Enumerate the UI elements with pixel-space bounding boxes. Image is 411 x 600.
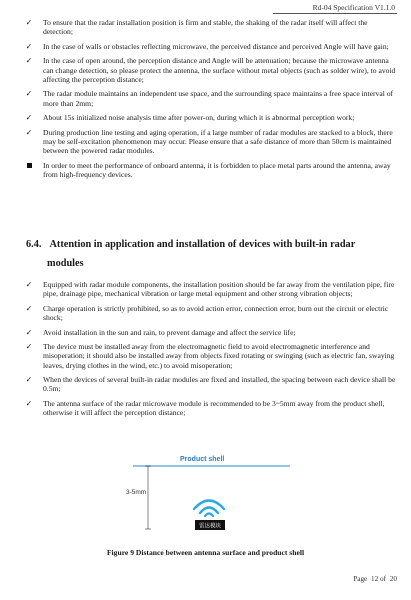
- checkmark-icon: ✓: [25, 89, 33, 99]
- antenna-distance-figure: [118, 452, 293, 534]
- checkmark-icon: ✓: [25, 127, 33, 137]
- list-item-text: Charge operation is strictly prohibited, so as to avoid action error, connection error, burn out the circuit or electric shock;: [43, 303, 389, 323]
- list-item-text: The device must be installed away from the electromagnetic field to avoid electromagnetic interference and misoperation; it should also be installed away from objects fixed rotating or swinging (such as electric fan, swaying leaves, drying clothes in the wind, etc.) to avoid misoperation;: [43, 342, 395, 370]
- checkmark-icon: ✓: [25, 303, 33, 313]
- list-item: [20, 342, 398, 370]
- list-item: [20, 18, 398, 37]
- checkmark-icon: ✓: [25, 342, 33, 352]
- list-item: [20, 375, 398, 394]
- installation-list: [20, 280, 398, 423]
- wave-middle: [200, 508, 218, 514]
- checkmark-icon: ✓: [25, 280, 33, 289]
- list-item-text: In the case of walls or obstacles reflecting microwave, the perceived distance and perceived Angle will have gain;: [43, 41, 389, 51]
- list-item-text: To ensure that the radar installation position is firm and stable, the shaking of the radar itself will affect the detection;: [43, 18, 368, 37]
- page-total: 20: [389, 575, 397, 583]
- section-title: Attention in application and installation of devices with built-in radar: [49, 239, 356, 250]
- list-item-text: When the devices of several built-in radar modules are fixed and installed, the spacing between each device shall be 0.5m;: [43, 375, 396, 394]
- list-item: [20, 161, 398, 180]
- checkmark-icon: ✓: [25, 41, 33, 51]
- list-item: [20, 399, 398, 418]
- list-item-text: In the case of open around, the perception distance and Angle will be attenuation; because the microwave antenna can change detection, so please protect the antenna, the surface without metal objects (such as solder wire), to avoid affecting the perception distance;: [43, 56, 396, 84]
- list-item-text: During production line testing and aging operation, if a large number of radar modules are stacked to a block, there may be self-excitation phenomenon may occur. Please ensure that a safe distance of more than 50cm is maintained between the powered radar modules.: [43, 127, 393, 156]
- wave-inner: [205, 514, 213, 517]
- checkmark-icon: ✓: [25, 56, 33, 66]
- list-item: [20, 280, 398, 299]
- checkmark-icon: ✓: [25, 18, 33, 27]
- checkmark-icon: ✓: [25, 327, 33, 337]
- section-number: 6.4.: [26, 239, 42, 250]
- page-number: 12 of: [371, 575, 387, 583]
- list-item: [20, 89, 398, 108]
- checkmark-icon: ✓: [25, 113, 33, 123]
- list-item: [20, 42, 398, 51]
- radar-module-label: 雷达模块: [198, 523, 222, 530]
- section-heading: [26, 239, 355, 250]
- list-item-text: The radar module maintains an independent use space, and the surrounding space maintains a free space interval of more than 2mm;: [43, 89, 394, 108]
- list-item: [20, 304, 398, 323]
- precautions-list: [20, 18, 398, 184]
- list-item: [20, 328, 398, 337]
- distance-label: 3-5mm: [126, 489, 147, 496]
- list-item-text: Equipped with radar module components, the installation position should be far away from the ventilation pipe, fire pipe, drainage pipe, mechanical vibration or large metal equipment and other strong vibration objects;: [43, 280, 395, 299]
- list-item-text: About 15s initialized noise analysis time after power-on, during which it is abnormal perception work;: [43, 113, 355, 123]
- product-shell-label: Product shell: [180, 456, 225, 463]
- list-item: [20, 56, 398, 84]
- list-item: [20, 113, 398, 122]
- list-item: [20, 128, 398, 156]
- page-footer: [351, 575, 397, 583]
- document-header: Rd-04 Specification V1.1.0: [273, 3, 397, 14]
- square-bullet-shape: [27, 163, 32, 168]
- square-bullet-icon: [24, 161, 34, 170]
- figure-caption: Figure 9 Distance between antenna surface and product shell: [106, 548, 305, 557]
- list-item-text: The antenna surface of the radar microwave module is recommended to be 3~5mm away from the product shell, otherwise it will affect the perception distance;: [43, 398, 385, 418]
- list-item-text: Avoid installation in the sun and rain, to prevent damage and affect the service life;: [43, 327, 296, 337]
- page-word: Page: [353, 575, 368, 583]
- checkmark-icon: ✓: [25, 375, 33, 385]
- checkmark-icon: ✓: [25, 398, 33, 408]
- list-item-text: In order to meet the performance of onboard antenna, it is forbidden to place metal parts around the antenna, away from high-frequency devices.: [43, 160, 391, 179]
- section-title-continued: modules: [47, 258, 84, 269]
